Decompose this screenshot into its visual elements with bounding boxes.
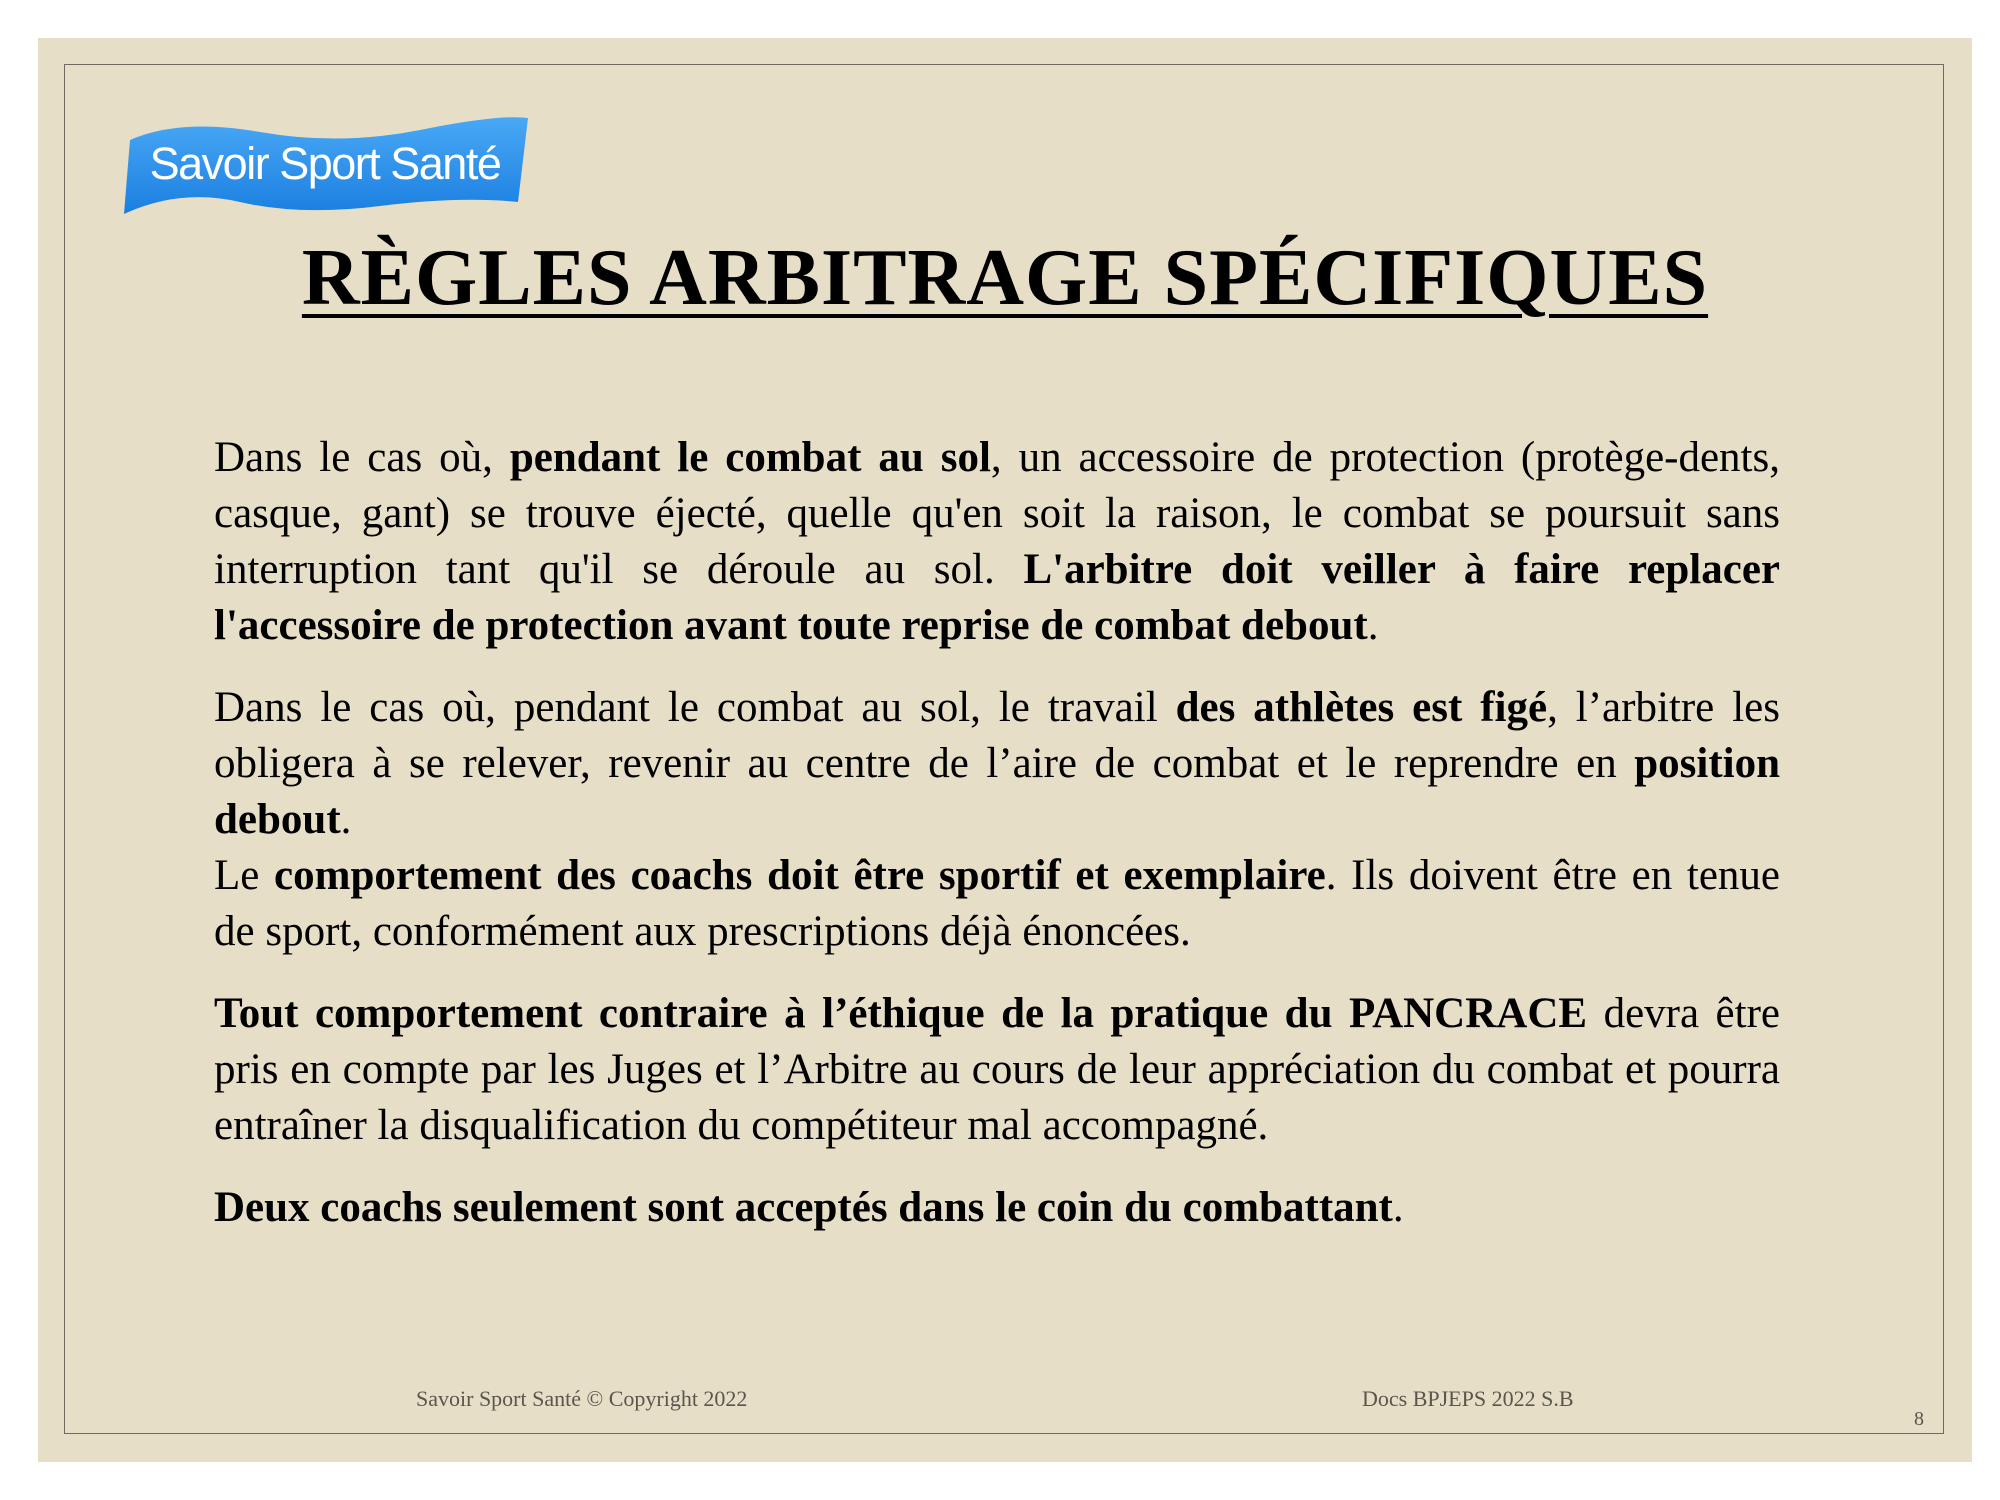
bold-run: L'arbitre doit veiller à faire replacer l'accessoire de protection avant toute reprise de combat debout bbox=[214, 546, 1780, 649]
text-run: , l’arbitre les obligera à se relever, revenir au centre de l’aire de combat et le reprendre en bbox=[214, 684, 1780, 787]
text-run: Le bbox=[214, 852, 275, 899]
text-run: , un accessoire de protection (protège-dents, casque, gant) se trouve éjecté, quelle qu'en soit la raison, le combat se poursuit sans interruption tant qu'il se déroule au sol. bbox=[214, 434, 1780, 593]
paragraph-4 bbox=[214, 986, 1780, 1154]
paragraph-5 bbox=[214, 1180, 1780, 1236]
slide bbox=[38, 38, 1972, 1462]
footer-copyright: Savoir Sport Santé © Copyright 2022 bbox=[416, 1386, 748, 1411]
page-number: 8 bbox=[1914, 1408, 1924, 1430]
bold-run: position debout bbox=[214, 740, 1780, 843]
page-title: RÈGLES ARBITRAGE SPÉCIFIQUES bbox=[301, 234, 1709, 322]
bold-run: des athlètes est figé bbox=[1175, 684, 1548, 731]
text-run: . Ils doivent être en tenue de sport, conformément aux prescriptions déjà énoncées. bbox=[214, 852, 1780, 955]
logo-text: Savoir Sport Santé bbox=[149, 138, 501, 189]
paragraph-1 bbox=[214, 430, 1780, 654]
text-run: . bbox=[1392, 1184, 1404, 1231]
bold-run: pendant le combat au sol bbox=[509, 434, 991, 481]
footer-doc-ref: Docs BPJEPS 2022 S.B bbox=[1362, 1386, 1574, 1411]
text-run: Dans le cas où, bbox=[214, 434, 510, 481]
text-run: devra être pris en compte par les Juges et l’Arbitre au cours de leur appréciation du combat et pourra entraîner la disqualification du compétiteur mal accompagné. bbox=[214, 990, 1780, 1149]
logo bbox=[120, 110, 530, 220]
bold-run: Deux coachs seulement sont acceptés dans le coin du combattant bbox=[214, 1184, 1393, 1231]
bold-run: comportement des coachs doit être sportif et exemplaire bbox=[274, 852, 1326, 899]
paragraph-2 bbox=[214, 680, 1780, 848]
paragraph-3 bbox=[214, 848, 1780, 960]
text-run: . bbox=[1367, 602, 1379, 649]
text-run: . bbox=[340, 796, 352, 843]
body-text bbox=[214, 430, 1780, 1236]
text-run: Dans le cas où, pendant le combat au sol, le travail bbox=[214, 684, 1176, 731]
bold-run: Tout comportement contraire à l’éthique de la pratique du PANCRACE bbox=[214, 990, 1588, 1037]
